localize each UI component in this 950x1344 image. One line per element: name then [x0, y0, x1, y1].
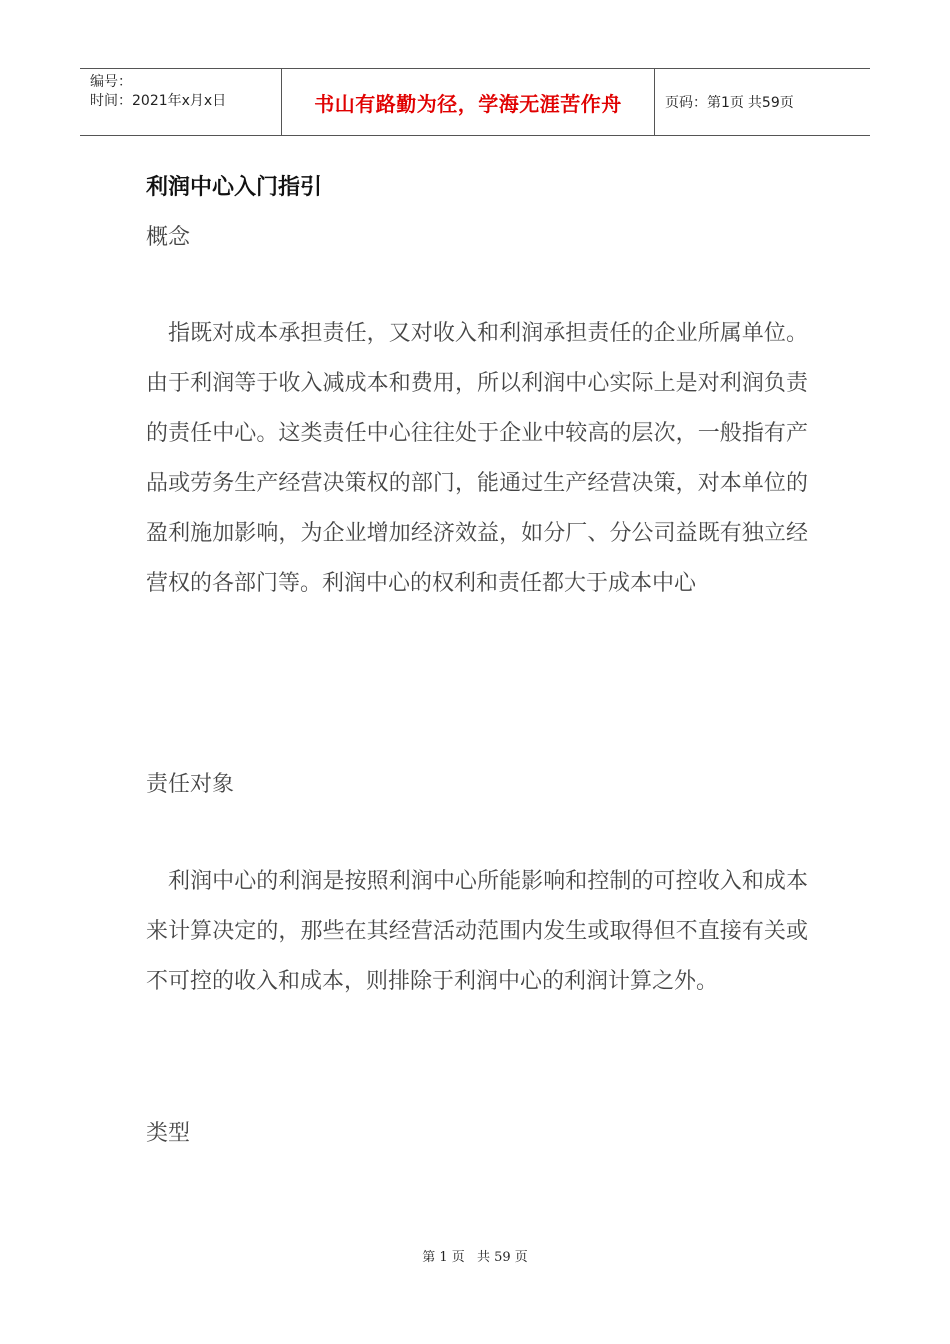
footer-page-total: 共 59 页	[476, 1250, 528, 1265]
header-motto: 书山有路勤为径，学海无涯苦作舟	[282, 69, 655, 135]
section-heading-types: 类型	[146, 1121, 191, 1146]
section-paragraph-concept: 指既对成本承担责任，又对收入和利润承担责任的企业所属单位。由于利润等于收入减成本和费用，所以利润中心实际上是对利润负责的责任中心。这类责任中心往往处于企业中较高的层次，一般指有产品或劳务生产经营决策权的部门，能通过生产经营决策，对本单位的盈利施加影响，为企业增加经济效益，如分厂、分公司益既有独立经营权的各部门等。利润中心的权利和责任都大于成本中心	[146, 321, 808, 596]
header-page-number: 页码：第1页	[665, 95, 744, 111]
page-header	[80, 68, 870, 136]
section-heading-concept: 概念	[146, 225, 191, 250]
header-page-total: 共59页	[747, 95, 794, 111]
document-title: 利润中心入门指引	[146, 175, 323, 200]
section-paragraph-responsibility: 利润中心的利润是按照利润中心所能影响和控制的可控收入和成本来计算决定的，那些在其经营活动范围内发生或取得但不直接有关或不可控的收入和成本，则排除于利润中心的利润计算之外。	[146, 869, 808, 994]
page-footer	[0, 1246, 950, 1265]
section-heading-responsibility: 责任对象	[146, 772, 235, 797]
document-number-label: 编号：	[90, 74, 132, 90]
footer-page-number: 第 1 页	[422, 1250, 465, 1265]
header-meta	[80, 69, 282, 135]
document-time-label: 时间：2021年x月x日	[90, 93, 227, 109]
header-page-info	[655, 69, 870, 135]
